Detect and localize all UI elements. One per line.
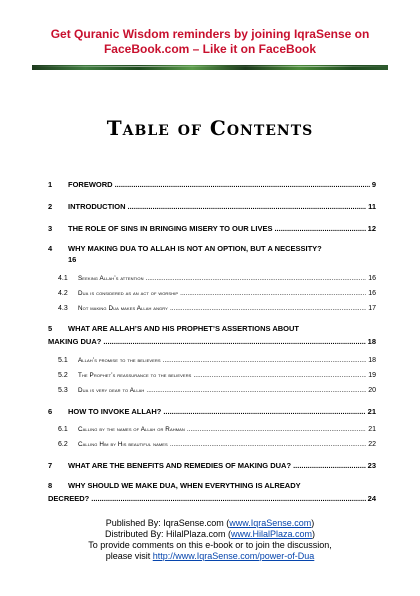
- toc-label: Dua is very dear to Allah: [78, 387, 145, 394]
- toc-label-continued: MAKING DUA?: [48, 337, 102, 346]
- footer-published-line: [0, 518, 420, 529]
- toc-number: 3: [48, 224, 53, 233]
- toc-page: 17: [368, 305, 376, 312]
- footer-text: ): [312, 529, 316, 539]
- toc-leader: [293, 461, 366, 470]
- toc-leader: [163, 357, 367, 364]
- toc-entry-3[interactable]: [48, 224, 376, 233]
- toc-number: 8: [48, 481, 53, 490]
- footer-text: please visit: [105, 551, 153, 561]
- footer-distributed-line: [0, 529, 420, 540]
- toc-leader: [180, 290, 366, 297]
- toc-page: 23: [367, 461, 376, 470]
- toc-page: 9: [371, 180, 376, 189]
- toc-number: 5.2: [58, 372, 68, 379]
- hilalplaza-link[interactable]: www.HilalPlaza.com: [231, 529, 313, 539]
- toc-number: 2: [48, 202, 53, 211]
- toc-page: 18: [368, 357, 376, 364]
- toc-entry-6[interactable]: [48, 407, 376, 416]
- decorative-stripe-highlight: [32, 66, 388, 67]
- toc-number: 4: [48, 244, 53, 253]
- toc-page: 22: [368, 441, 376, 448]
- toc-leader: [146, 387, 366, 394]
- toc-leader: [103, 337, 365, 346]
- toc-leader: [193, 372, 366, 379]
- toc-label: HOW TO INVOKE ALLAH?: [68, 407, 162, 416]
- toc-entry-5-2[interactable]: [58, 372, 376, 379]
- toc-page: 16: [68, 255, 77, 264]
- toc-entry-2[interactable]: [48, 202, 376, 211]
- promo-banner: [0, 27, 420, 57]
- toc-leader: [115, 180, 370, 189]
- iqrasense-link[interactable]: www.IqraSense.com: [229, 518, 312, 528]
- toc-entry-8-cont[interactable]: [48, 494, 376, 503]
- footer-comments-line: To provide comments on this e-book or to join the discussion,: [88, 540, 332, 550]
- toc-number: 6.1: [58, 426, 68, 433]
- toc-page: 20: [368, 387, 376, 394]
- toc-entry-4-3[interactable]: [58, 305, 376, 312]
- toc-entry-6-2[interactable]: [58, 441, 376, 448]
- toc-label: WHY MAKING DUA TO ALLAH IS NOT AN OPTION, BUT A NECESSITY?: [68, 244, 322, 253]
- toc-entry-5-3[interactable]: [58, 387, 376, 394]
- toc-label: Allah’s promise to the believers: [78, 357, 161, 364]
- toc-page: 11: [368, 202, 376, 211]
- toc-page: 21: [368, 426, 376, 433]
- toc-label: FOREWORD: [68, 180, 113, 189]
- toc-label: Not making Dua makes Allah angry: [78, 305, 168, 312]
- toc-page: 24: [367, 494, 376, 503]
- toc-label: THE ROLE OF SINS IN BRINGING MISERY TO OUR LIVES: [68, 224, 273, 233]
- toc-number: 5.3: [58, 387, 68, 394]
- toc-label-continued: DECREED?: [48, 494, 90, 503]
- toc-leader: [91, 494, 365, 503]
- toc-label: INTRODUCTION: [68, 202, 126, 211]
- footer-text: Published By: IqraSense.com (: [105, 518, 230, 528]
- toc-number: 5: [48, 324, 53, 333]
- footer-text: Distributed By: HilalPlaza.com (: [104, 529, 231, 539]
- toc-label: Dua is considered as an act of worship: [78, 290, 179, 297]
- toc-number: 4.2: [58, 290, 68, 297]
- toc-entry-5[interactable]: [48, 324, 376, 333]
- toc-page: 16: [368, 290, 376, 297]
- toc-entry-5-cont[interactable]: [48, 337, 376, 346]
- toc-number: 6: [48, 407, 53, 416]
- toc-label: The Prophet’s reassurance to the believers: [78, 372, 192, 379]
- toc-label: Seeking Allah’s attention: [78, 275, 144, 282]
- toc-leader: [170, 441, 366, 448]
- footer-text: ): [311, 518, 315, 528]
- promo-banner-line2: FaceBook.com – Like it on FaceBook: [103, 42, 317, 56]
- toc-entry-4-1[interactable]: [58, 275, 376, 282]
- toc-entry-7[interactable]: [48, 461, 376, 470]
- footer-visit-line: [0, 551, 420, 562]
- toc-entry-5-1[interactable]: [58, 357, 376, 364]
- toc-leader: [128, 202, 367, 211]
- toc-page: 21: [367, 407, 376, 416]
- toc-leader: [146, 275, 367, 282]
- toc-page: 12: [367, 224, 376, 233]
- toc-entry-1[interactable]: [48, 180, 376, 189]
- toc-number: 6.2: [58, 441, 68, 448]
- toc-number: 5.1: [58, 357, 68, 364]
- toc-entry-8[interactable]: [48, 481, 376, 490]
- toc-label: Calling by the names of Allah or Rahman: [78, 426, 185, 433]
- toc-page: 19: [368, 372, 376, 379]
- toc-label: WHAT ARE ALLAH’S AND HIS PROPHET’S ASSERTIONS ABOUT: [68, 324, 299, 333]
- toc-number: 4.1: [58, 275, 68, 282]
- page-footer: [0, 518, 420, 562]
- toc-number: 7: [48, 461, 53, 470]
- toc-entry-4-page: [68, 255, 396, 264]
- power-of-dua-link[interactable]: http://www.IqraSense.com/power-of-Dua: [152, 551, 315, 561]
- toc-page: 18: [367, 337, 376, 346]
- toc-number: 1: [48, 180, 53, 189]
- toc-leader: [163, 407, 365, 416]
- toc-entry-4[interactable]: [48, 244, 376, 253]
- toc-entry-4-2[interactable]: [58, 290, 376, 297]
- page-title: Table of Contents: [106, 116, 314, 140]
- toc-page: 16: [368, 275, 376, 282]
- toc-leader: [170, 305, 366, 312]
- toc-label: WHY SHOULD WE MAKE DUA, WHEN EVERYTHING IS ALREADY: [68, 481, 301, 490]
- toc-number: 4.3: [58, 305, 68, 312]
- toc-leader: [274, 224, 365, 233]
- toc-leader: [187, 426, 366, 433]
- promo-banner-line1: Get Quranic Wisdom reminders by joining IqraSense on: [50, 27, 370, 41]
- toc-label: WHAT ARE THE BENEFITS AND REMEDIES OF MAKING DUA?: [68, 461, 292, 470]
- toc-entry-6-1[interactable]: [58, 426, 376, 433]
- toc-label: Calling Him by His beautiful names: [78, 441, 168, 448]
